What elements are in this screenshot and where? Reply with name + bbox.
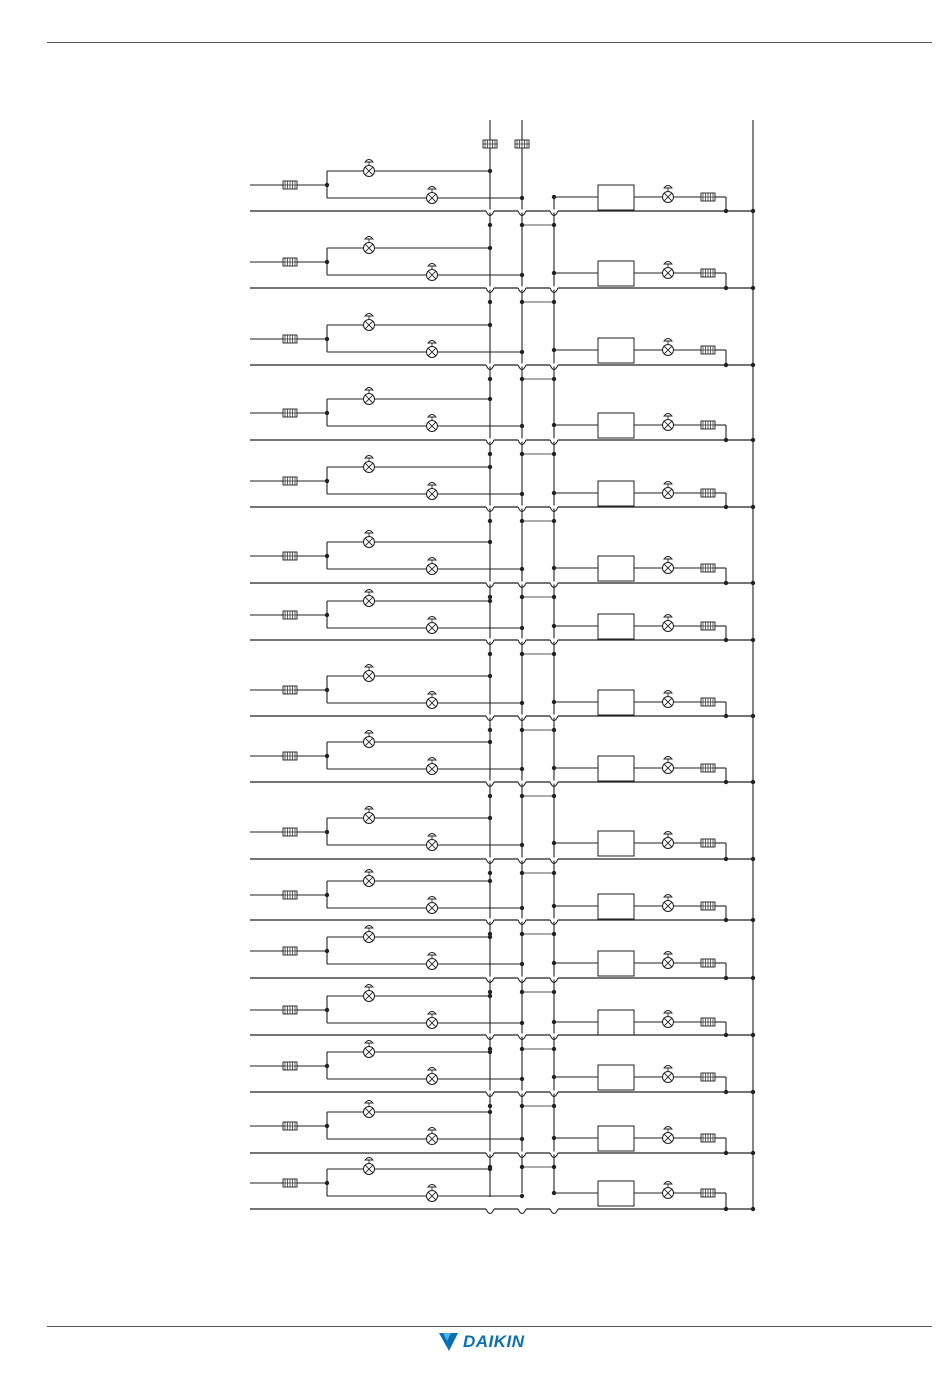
strainer-filter-icon (515, 140, 529, 148)
expansion-valve-icon (364, 590, 375, 607)
expansion-valve-icon (364, 1041, 375, 1058)
expansion-valve-icon (663, 557, 674, 574)
strainer-filter-icon (701, 622, 715, 630)
expansion-valve-icon (364, 665, 375, 682)
expansion-valve-icon (663, 895, 674, 912)
junction-dot-icon (552, 1075, 556, 1079)
junction-dot-icon (552, 624, 556, 628)
heat-exchanger-box-icon (598, 556, 634, 581)
junction-dot-icon (751, 918, 755, 922)
junction-dot-icon (751, 638, 755, 642)
junction-dot-icon (751, 976, 755, 980)
expansion-valve-icon (427, 953, 438, 970)
strainer-filter-icon (701, 959, 715, 967)
expansion-valve-icon (663, 952, 674, 969)
expansion-valve-icon (364, 985, 375, 1002)
junction-dot-icon (552, 195, 556, 199)
heat-exchanger-box-icon (598, 1126, 634, 1151)
strainer-filter-icon (283, 1122, 297, 1130)
junction-dot-icon (552, 1191, 556, 1195)
expansion-valve-icon (364, 531, 375, 548)
junction-dot-icon (488, 740, 492, 744)
junction-dot-icon (520, 424, 524, 428)
strainer-filter-icon (283, 1179, 297, 1187)
junction-dot-icon (751, 209, 755, 213)
junction-dot-icon (552, 1136, 556, 1140)
junction-dot-icon (488, 674, 492, 678)
junction-dot-icon (520, 626, 524, 630)
junction-dot-icon (552, 491, 556, 495)
junction-dot-icon (488, 794, 492, 798)
junction-dot-icon (552, 1020, 556, 1024)
strainer-filter-icon (283, 947, 297, 955)
junction-dot-icon (488, 323, 492, 327)
expansion-valve-icon (663, 1127, 674, 1144)
heat-exchanger-box-icon (598, 261, 634, 286)
strainer-filter-icon (701, 1073, 715, 1081)
expansion-valve-icon (663, 691, 674, 708)
junction-dot-icon (520, 906, 524, 910)
expansion-valve-icon (364, 731, 375, 748)
heat-exchanger-box-icon (598, 690, 634, 715)
expansion-valve-icon (427, 1012, 438, 1029)
expansion-valve-icon (364, 870, 375, 887)
expansion-valve-icon (427, 187, 438, 204)
junction-dot-icon (520, 962, 524, 966)
junction-dot-icon (751, 286, 755, 290)
junction-dot-icon (552, 566, 556, 570)
junction-dot-icon (520, 273, 524, 277)
junction-dot-icon (520, 567, 524, 571)
expansion-valve-icon (427, 264, 438, 281)
junction-dot-icon (488, 540, 492, 544)
branch-unit (250, 1041, 755, 1109)
junction-dot-icon (552, 700, 556, 704)
expansion-valve-icon (364, 1158, 375, 1175)
expansion-valve-icon (364, 456, 375, 473)
junction-dot-icon (552, 423, 556, 427)
junction-dot-icon (488, 397, 492, 401)
junction-dot-icon (488, 816, 492, 820)
junction-dot-icon (520, 1021, 524, 1025)
expansion-valve-icon (364, 807, 375, 824)
branch-unit (250, 160, 755, 228)
heat-exchanger-box-icon (598, 831, 634, 856)
branch-unit (250, 731, 755, 799)
expansion-valve-icon (663, 262, 674, 279)
junction-dot-icon (488, 652, 492, 656)
junction-dot-icon (488, 990, 492, 994)
strainer-filter-icon (283, 258, 297, 266)
branch-unit (250, 985, 755, 1052)
expansion-valve-icon (364, 160, 375, 177)
expansion-valve-icon (427, 758, 438, 775)
junction-dot-icon (552, 348, 556, 352)
junction-dot-icon (488, 169, 492, 173)
junction-dot-icon (751, 438, 755, 442)
junction-dot-icon (488, 246, 492, 250)
strainer-filter-icon (483, 140, 497, 148)
junction-dot-icon (751, 780, 755, 784)
heat-exchanger-box-icon (598, 1181, 634, 1206)
expansion-valve-icon (427, 692, 438, 709)
heat-exchanger-box-icon (598, 756, 634, 781)
heat-exchanger-box-icon (598, 894, 634, 919)
branch-unit (250, 456, 755, 524)
heat-exchanger-box-icon (598, 338, 634, 363)
strainer-filter-icon (283, 409, 297, 417)
heat-exchanger-box-icon (598, 614, 634, 639)
junction-dot-icon (488, 595, 492, 599)
branch-unit (250, 665, 755, 733)
strainer-filter-icon (701, 346, 715, 354)
expansion-valve-icon (364, 314, 375, 331)
strainer-filter-icon (701, 564, 715, 572)
junction-dot-icon (488, 871, 492, 875)
daikin-triangle-logo-icon (439, 1332, 459, 1352)
strainer-filter-icon (283, 477, 297, 485)
junction-dot-icon (751, 581, 755, 585)
junction-dot-icon (552, 961, 556, 965)
strainer-filter-icon (701, 1134, 715, 1142)
strainer-filter-icon (283, 611, 297, 619)
expansion-valve-icon (427, 558, 438, 575)
strainer-filter-icon (701, 269, 715, 277)
expansion-valve-icon (427, 415, 438, 432)
strainer-filter-icon (283, 752, 297, 760)
strainer-filter-icon (283, 828, 297, 836)
branch-unit (250, 531, 755, 600)
strainer-filter-icon (701, 421, 715, 429)
expansion-valve-icon (364, 1101, 375, 1118)
branch-unit (250, 870, 755, 937)
heat-exchanger-box-icon (598, 481, 634, 506)
strainer-filter-icon (701, 764, 715, 772)
junction-dot-icon (488, 452, 492, 456)
expansion-valve-icon (427, 1068, 438, 1085)
expansion-valve-icon (364, 388, 375, 405)
pipe-crossover (518, 1208, 526, 1214)
junction-dot-icon (488, 223, 492, 227)
junction-dot-icon (520, 1077, 524, 1081)
strainer-filter-icon (283, 552, 297, 560)
junction-dot-icon (520, 1137, 524, 1141)
branch-unit (250, 1158, 755, 1214)
junction-dot-icon (488, 519, 492, 523)
branch-unit (250, 1101, 755, 1170)
pipe-crossover (486, 1208, 494, 1214)
expansion-valve-icon (663, 339, 674, 356)
expansion-valve-icon (427, 483, 438, 500)
junction-dot-icon (488, 935, 492, 939)
strainer-filter-icon (701, 489, 715, 497)
expansion-valve-icon (663, 615, 674, 632)
junction-dot-icon (488, 300, 492, 304)
expansion-valve-icon (663, 414, 674, 431)
junction-dot-icon (520, 350, 524, 354)
branch-unit (250, 807, 755, 876)
strainer-filter-icon (283, 1062, 297, 1070)
junction-dot-icon (552, 766, 556, 770)
junction-dot-icon (751, 1033, 755, 1037)
junction-dot-icon (488, 879, 492, 883)
junction-dot-icon (520, 492, 524, 496)
junction-dot-icon (488, 377, 492, 381)
strainer-filter-icon (701, 1189, 715, 1197)
strainer-filter-icon (701, 1018, 715, 1026)
junction-dot-icon (488, 728, 492, 732)
branch-unit (250, 590, 755, 657)
branch-unit (250, 926, 755, 995)
expansion-valve-icon (364, 926, 375, 943)
junction-dot-icon (520, 196, 524, 200)
junction-dot-icon (488, 1050, 492, 1054)
expansion-valve-icon (663, 832, 674, 849)
junction-dot-icon (552, 904, 556, 908)
heat-exchanger-box-icon (598, 1065, 634, 1090)
junction-dot-icon (520, 843, 524, 847)
heat-exchanger-box-icon (598, 951, 634, 976)
junction-dot-icon (751, 363, 755, 367)
expansion-valve-icon (427, 617, 438, 634)
strainer-filter-icon (283, 891, 297, 899)
branch-unit (250, 314, 755, 382)
branch-unit (250, 388, 755, 457)
expansion-valve-icon (663, 482, 674, 499)
strainer-filter-icon (701, 698, 715, 706)
strainer-filter-icon (283, 1006, 297, 1014)
junction-dot-icon (488, 1110, 492, 1114)
heat-exchanger-box-icon (598, 185, 634, 210)
junction-dot-icon (488, 1104, 492, 1108)
junction-dot-icon (520, 767, 524, 771)
junction-dot-icon (488, 465, 492, 469)
junction-dot-icon (751, 1151, 755, 1155)
junction-dot-icon (751, 714, 755, 718)
strainer-filter-icon (283, 181, 297, 189)
expansion-valve-icon (663, 1011, 674, 1028)
expansion-valve-icon (364, 237, 375, 254)
junction-dot-icon (552, 271, 556, 275)
strainer-filter-icon (701, 902, 715, 910)
junction-dot-icon (520, 1194, 524, 1198)
brand-name: DAIKIN (463, 1332, 525, 1351)
expansion-valve-icon (427, 1128, 438, 1145)
junction-dot-icon (751, 857, 755, 861)
heat-exchanger-box-icon (598, 413, 634, 438)
heat-exchanger-box-icon (598, 1010, 634, 1035)
junction-dot-icon (751, 1207, 755, 1211)
expansion-valve-icon (663, 186, 674, 203)
branch-unit (250, 237, 755, 305)
expansion-valve-icon (427, 834, 438, 851)
expansion-valve-icon (663, 1066, 674, 1083)
expansion-valve-icon (663, 757, 674, 774)
junction-dot-icon (488, 599, 492, 603)
strainer-filter-icon (283, 335, 297, 343)
expansion-valve-icon (427, 341, 438, 358)
junction-dot-icon (552, 841, 556, 845)
expansion-valve-icon (427, 1185, 438, 1202)
junction-dot-icon (751, 1090, 755, 1094)
footer-rule (47, 1326, 932, 1327)
junction-dot-icon (520, 701, 524, 705)
daikin-logo (439, 1331, 525, 1353)
strainer-filter-icon (701, 839, 715, 847)
expansion-valve-icon (663, 1182, 674, 1199)
pipe-crossover (550, 1208, 558, 1214)
expansion-valve-icon (427, 897, 438, 914)
junction-dot-icon (488, 994, 492, 998)
strainer-filter-icon (701, 193, 715, 201)
strainer-filter-icon (283, 686, 297, 694)
junction-dot-icon (488, 1167, 492, 1171)
junction-dot-icon (751, 505, 755, 509)
